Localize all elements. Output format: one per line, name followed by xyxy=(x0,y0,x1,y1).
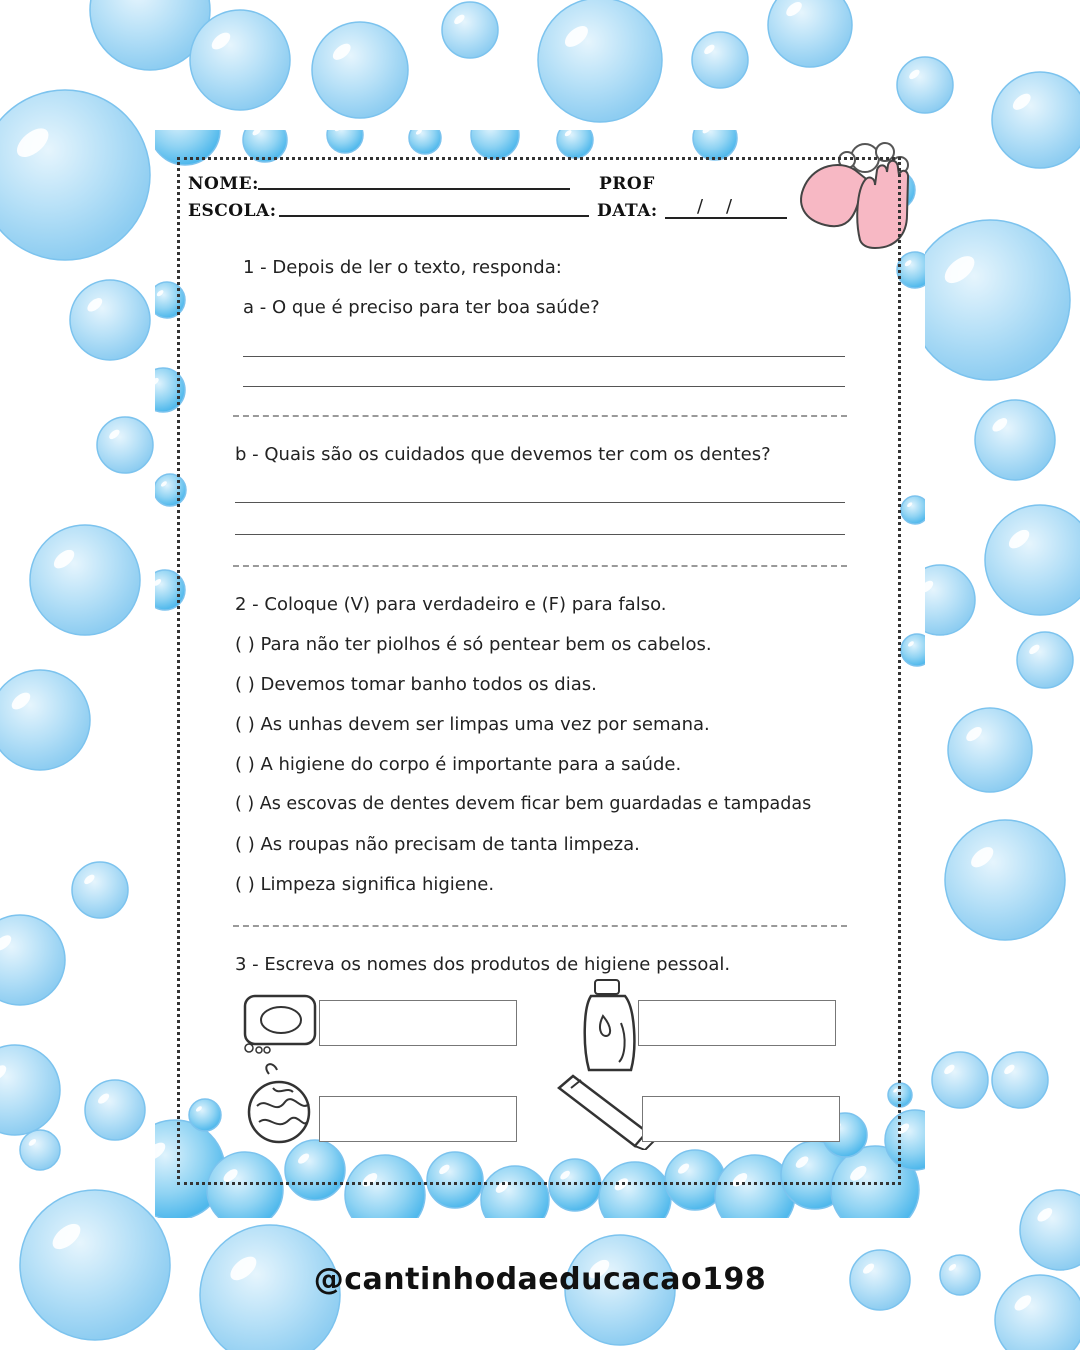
bubble xyxy=(442,2,498,58)
product-answer-box[interactable] xyxy=(319,1000,517,1046)
instagram-handle: @cantinhodaeducacao198 xyxy=(313,1262,767,1297)
true-false-item[interactable]: ( ) Para não ter piolhos é só pentear bem os cabelos. xyxy=(235,634,712,655)
section-divider xyxy=(233,415,847,417)
school-field[interactable] xyxy=(279,215,589,217)
bubble xyxy=(897,252,925,288)
school-label: ESCOLA: xyxy=(188,201,277,221)
bubble xyxy=(85,1080,145,1140)
bubble xyxy=(901,496,925,524)
true-false-item[interactable]: ( ) As roupas não precisam de tanta limpeza. xyxy=(235,834,640,855)
bubble xyxy=(768,0,852,67)
question-1-title: 1 - Depois de ler o texto, responda: xyxy=(243,257,562,278)
bubble xyxy=(932,1052,988,1108)
soap-icon xyxy=(241,992,321,1056)
answer-line[interactable] xyxy=(243,356,845,357)
bubble xyxy=(0,90,150,260)
bubble xyxy=(901,634,925,666)
bubble xyxy=(0,670,90,770)
bubble xyxy=(975,400,1055,480)
shampoo-bottle-icon xyxy=(581,978,641,1078)
product-answer-box[interactable] xyxy=(642,1096,840,1142)
true-false-item[interactable]: ( ) As unhas devem ser limpas uma vez por semana. xyxy=(235,714,710,735)
bubble xyxy=(20,1130,60,1170)
bubble xyxy=(72,862,128,918)
bubble xyxy=(409,130,441,154)
product-answer-box[interactable] xyxy=(638,1000,836,1046)
question-1a: a - O que é preciso para ter boa saúde? xyxy=(243,297,600,318)
bubble xyxy=(897,57,953,113)
date-separators: / / xyxy=(697,196,733,217)
bubble xyxy=(327,130,363,153)
bubble xyxy=(97,417,153,473)
name-field[interactable] xyxy=(258,188,570,190)
bubble xyxy=(1017,632,1073,688)
true-false-item[interactable]: ( ) As escovas de dentes devem ficar bem guardadas e tampadas xyxy=(235,794,812,814)
bubble xyxy=(1020,1190,1080,1270)
teacher-label: PROF xyxy=(599,174,655,194)
true-false-item[interactable]: ( ) A higiene do corpo é importante para a saúde. xyxy=(235,754,682,775)
worksheet-page xyxy=(155,130,925,1218)
section-divider xyxy=(233,925,847,927)
name-label: NOME: xyxy=(188,174,259,194)
bubble xyxy=(30,525,140,635)
answer-line[interactable] xyxy=(235,534,845,535)
bubble xyxy=(471,130,519,159)
date-field[interactable] xyxy=(665,217,787,219)
question-1b: b - Quais são os cuidados que devemos ter com os dentes? xyxy=(235,444,771,465)
bubble xyxy=(0,915,65,1005)
bath-sponge-icon xyxy=(243,1062,323,1150)
product-answer-box[interactable] xyxy=(319,1096,517,1142)
answer-line[interactable] xyxy=(243,386,845,387)
bubble xyxy=(538,0,662,122)
question-3-title: 3 - Escreva os nomes dos produtos de higiene pessoal. xyxy=(235,954,731,975)
date-label: DATA: xyxy=(597,201,658,221)
bubble xyxy=(0,1045,60,1135)
true-false-item[interactable]: ( ) Limpeza significa higiene. xyxy=(235,874,495,895)
question-2-title: 2 - Coloque (V) para verdadeiro e (F) para falso. xyxy=(235,594,667,615)
bubble xyxy=(992,1052,1048,1108)
bubble xyxy=(70,280,150,360)
bubble xyxy=(948,708,1032,792)
answer-line[interactable] xyxy=(235,502,845,503)
bubble xyxy=(992,72,1080,168)
bubble xyxy=(312,22,408,118)
bubble xyxy=(692,32,748,88)
bubble xyxy=(910,220,1070,380)
bubble xyxy=(985,505,1080,615)
bubble xyxy=(557,130,593,158)
section-divider xyxy=(233,565,847,567)
true-false-item[interactable]: ( ) Devemos tomar banho todos os dias. xyxy=(235,674,597,695)
bubble xyxy=(693,130,737,160)
bubble xyxy=(190,10,290,110)
bubble xyxy=(945,820,1065,940)
